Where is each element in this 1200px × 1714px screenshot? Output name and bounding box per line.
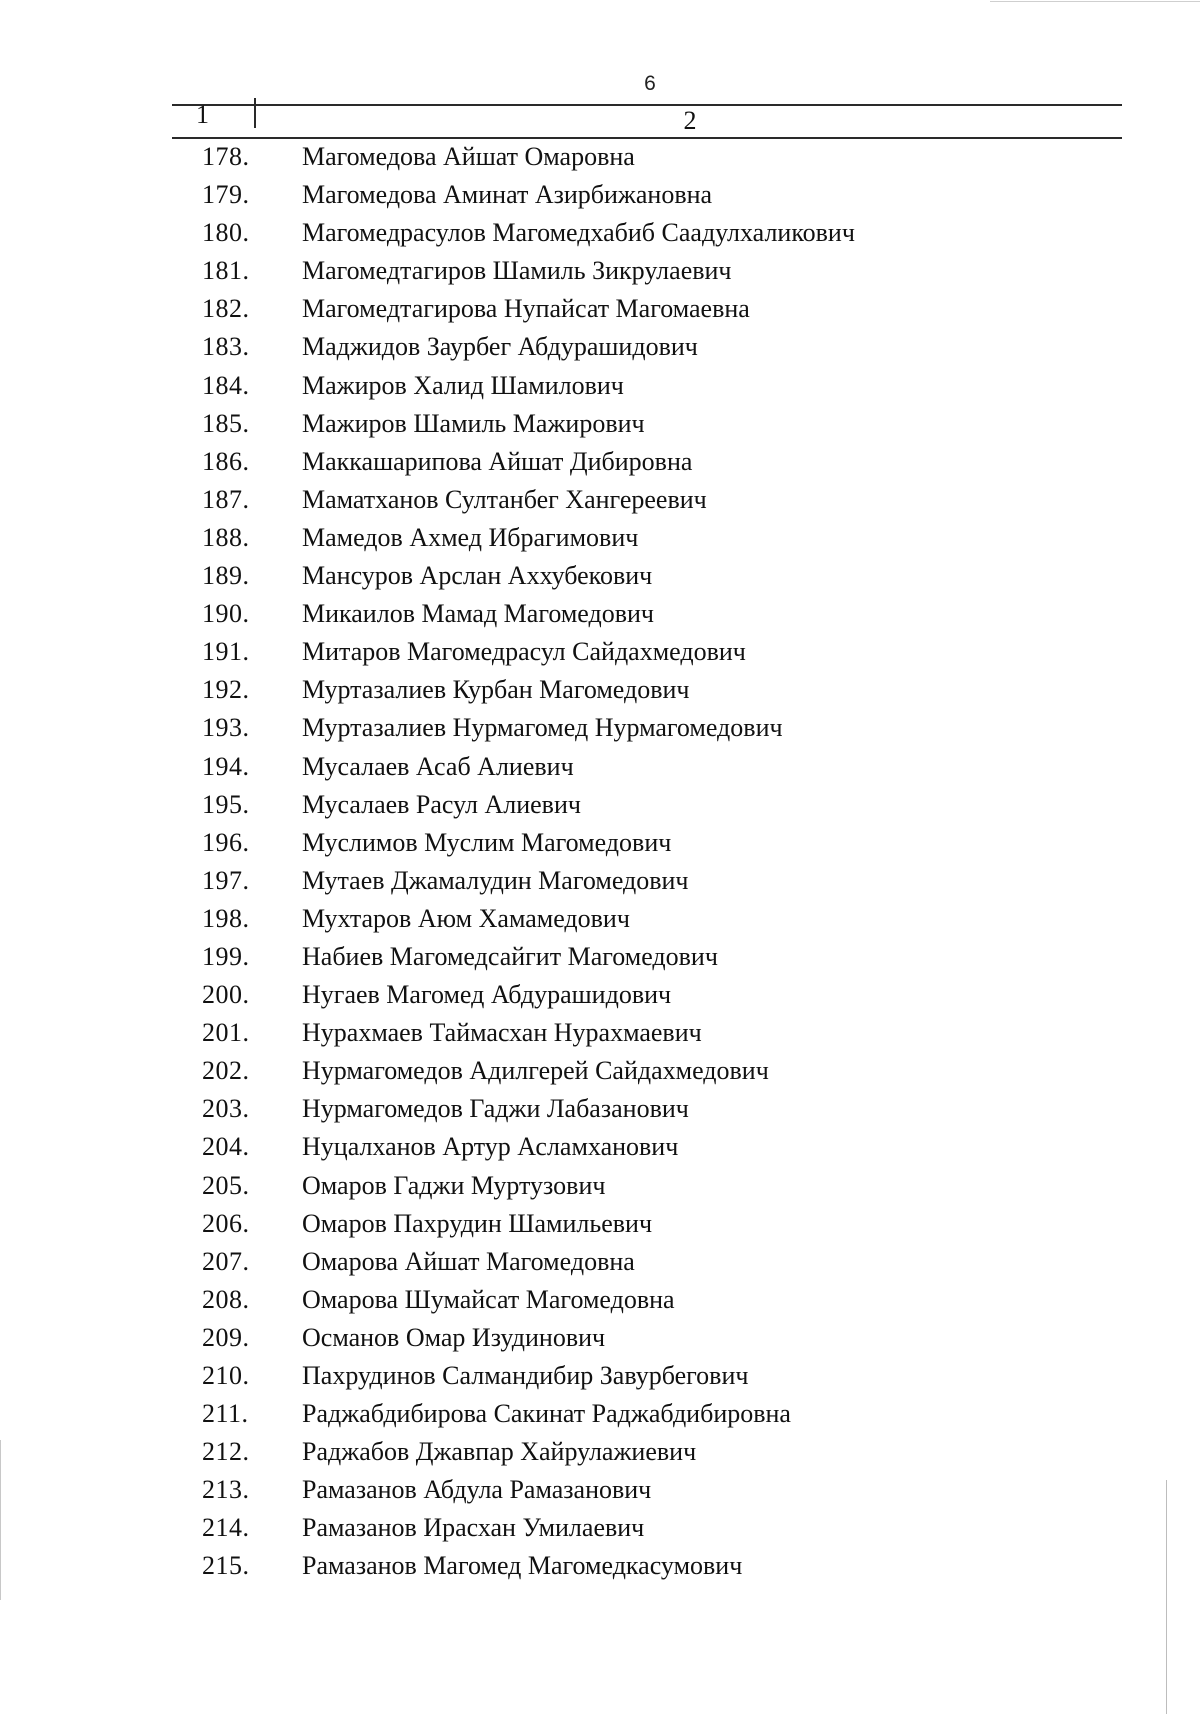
list-item (0, 1090, 1200, 1128)
row-number: 206. (202, 1208, 250, 1238)
row-number: 196. (202, 827, 250, 857)
row-number: 181. (202, 256, 250, 286)
person-name: Муртазалиев Нурмагомед Нурмагомедович (302, 713, 783, 743)
person-name: Магомедова Аминат Азирбижановна (302, 180, 713, 210)
list-item (0, 443, 1200, 481)
column-header-name: 2 (683, 106, 697, 135)
list-item (0, 900, 1200, 938)
row-number: 210. (202, 1361, 250, 1390)
person-name: Митаров Магомедрасул Сайдахмедович (302, 637, 746, 667)
list-item (0, 519, 1200, 557)
person-name: Омарова Айшат Магомедовна (302, 1246, 635, 1276)
scan-edge-mark (0, 1440, 1, 1600)
person-name: Мамедов Ахмед Ибрагимович (302, 522, 639, 552)
person-name: Набиев Магомедсайгит Магомедович (302, 941, 718, 971)
person-name: Маджидов Заурбег Абдурашидович (302, 332, 698, 362)
person-name: Маматханов Султанбег Хангереевич (302, 484, 707, 514)
list-item (0, 328, 1200, 366)
person-name: Рамазанов Абдула Рамазанович (302, 1475, 652, 1505)
person-name: Нурахмаев Таймасхан Нурахмаевич (302, 1018, 702, 1048)
row-number: 215. (202, 1551, 250, 1581)
list-item (0, 671, 1200, 709)
person-name: Рамазанов Ирасхан Умилаевич (302, 1513, 645, 1543)
scan-edge-line (990, 1, 1200, 2)
row-number: 190. (202, 599, 250, 629)
list-item (0, 709, 1200, 747)
row-number: 179. (202, 180, 250, 210)
table-header-column-divider (254, 98, 256, 128)
person-name: Магомедова Айшат Омаровна (302, 142, 635, 171)
row-number: 187. (202, 484, 250, 514)
person-name: Мансуров Арслан Аххубекович (302, 561, 653, 591)
person-name: Рамазанов Магомед Магомедкасумович (302, 1551, 743, 1581)
list-item (0, 405, 1200, 443)
person-name: Омаров Гаджи Муртузович (302, 1170, 606, 1200)
person-name: Муртазалиев Курбан Магомедович (302, 675, 690, 705)
person-name: Раджабдибирова Сакинат Раджабдибировна (302, 1399, 791, 1429)
table-header-top-rule (172, 104, 1122, 106)
person-name: Магомедтагиров Шамиль Зикрулаевич (302, 256, 732, 286)
row-number: 199. (202, 941, 250, 971)
list-item (0, 1509, 1200, 1547)
person-name: Нугаев Магомед Абдурашидович (302, 980, 672, 1010)
row-number: 211. (202, 1399, 249, 1429)
list-item (0, 290, 1200, 328)
row-number: 183. (202, 332, 250, 362)
person-name: Маккашарипова Айшат Дибировна (302, 446, 693, 476)
list-item (0, 176, 1200, 214)
person-name: Омаров Пахрудин Шамильевич (302, 1208, 653, 1238)
row-number: 201. (202, 1018, 250, 1048)
list-item (0, 1243, 1200, 1281)
list-item (0, 1433, 1200, 1471)
list-item (0, 1128, 1200, 1166)
list-item (0, 481, 1200, 519)
row-number: 208. (202, 1284, 250, 1314)
row-number: 180. (202, 218, 250, 248)
list-item (0, 976, 1200, 1014)
list-item (0, 1471, 1200, 1509)
person-name: Мутаев Джамалудин Магомедович (302, 865, 689, 895)
list-item (0, 1014, 1200, 1052)
person-name: Мажиров Шамиль Мажирович (302, 408, 645, 438)
list-item (0, 138, 1200, 176)
list-item (0, 214, 1200, 252)
list-item (0, 1357, 1200, 1395)
row-number: 184. (202, 370, 250, 400)
list-item (0, 1547, 1200, 1585)
row-number: 202. (202, 1056, 250, 1086)
page-number: 6 (644, 72, 656, 95)
row-number: 193. (202, 713, 250, 743)
list-item (0, 633, 1200, 671)
person-name: Мухтаров Аюм Хамамедович (302, 903, 630, 933)
person-name: Мусалаев Расул Алиевич (302, 789, 581, 819)
list-item (0, 938, 1200, 976)
person-name: Магомедтагирова Нупайсат Магомаевна (302, 294, 750, 324)
row-number: 198. (202, 903, 250, 933)
person-name: Магомедрасулов Магомедхабиб Саадулхаликович (302, 218, 855, 248)
row-number: 185. (202, 408, 250, 438)
row-number: 200. (202, 980, 250, 1010)
list-item (0, 367, 1200, 405)
person-name: Раджабов Джавпар Хайрулажиевич (302, 1437, 697, 1467)
person-name: Нурмагомедов Адилгерей Сайдахмедович (302, 1056, 769, 1086)
person-name: Османов Омар Изудинович (302, 1322, 606, 1352)
row-number: 188. (202, 522, 250, 552)
person-name: Пахрудинов Салмандибир Завурбегович (302, 1361, 749, 1390)
row-number: 192. (202, 675, 250, 705)
list-item (0, 824, 1200, 862)
scan-edge-mark (1166, 1480, 1167, 1714)
list-item (0, 1395, 1200, 1433)
row-number: 205. (202, 1170, 250, 1200)
name-list (0, 138, 1200, 1586)
row-number: 212. (202, 1437, 250, 1467)
list-item (0, 1319, 1200, 1357)
row-number: 209. (202, 1322, 250, 1352)
row-number: 214. (202, 1513, 250, 1543)
row-number: 203. (202, 1094, 250, 1124)
row-number: 207. (202, 1246, 250, 1276)
row-number: 197. (202, 865, 250, 895)
person-name: Микаилов Мамад Магомедович (302, 599, 655, 629)
row-number: 189. (202, 561, 250, 591)
person-name: Нурмагомедов Гаджи Лабазанович (302, 1094, 689, 1124)
person-name: Нуцалханов Артур Асламханович (302, 1132, 679, 1162)
row-number: 186. (202, 446, 250, 476)
list-item (0, 786, 1200, 824)
list-item (0, 557, 1200, 595)
list-item (0, 862, 1200, 900)
person-name: Омарова Шумайсат Магомедовна (302, 1284, 675, 1314)
list-item (0, 1052, 1200, 1090)
row-number: 194. (202, 751, 250, 781)
row-number: 195. (202, 789, 250, 819)
list-item (0, 252, 1200, 290)
person-name: Муслимов Муслим Магомедович (302, 827, 672, 857)
list-item (0, 1281, 1200, 1319)
person-name: Мусалаев Асаб Алиевич (302, 751, 574, 781)
list-item (0, 1167, 1200, 1205)
column-header-number: 1 (196, 100, 209, 129)
list-item (0, 595, 1200, 633)
row-number: 213. (202, 1475, 250, 1505)
row-number: 178. (202, 142, 250, 171)
list-item (0, 1205, 1200, 1243)
person-name: Мажиров Халид Шамилович (302, 370, 624, 400)
row-number: 182. (202, 294, 250, 324)
list-item (0, 748, 1200, 786)
row-number: 191. (202, 637, 250, 667)
row-number: 204. (202, 1132, 250, 1162)
